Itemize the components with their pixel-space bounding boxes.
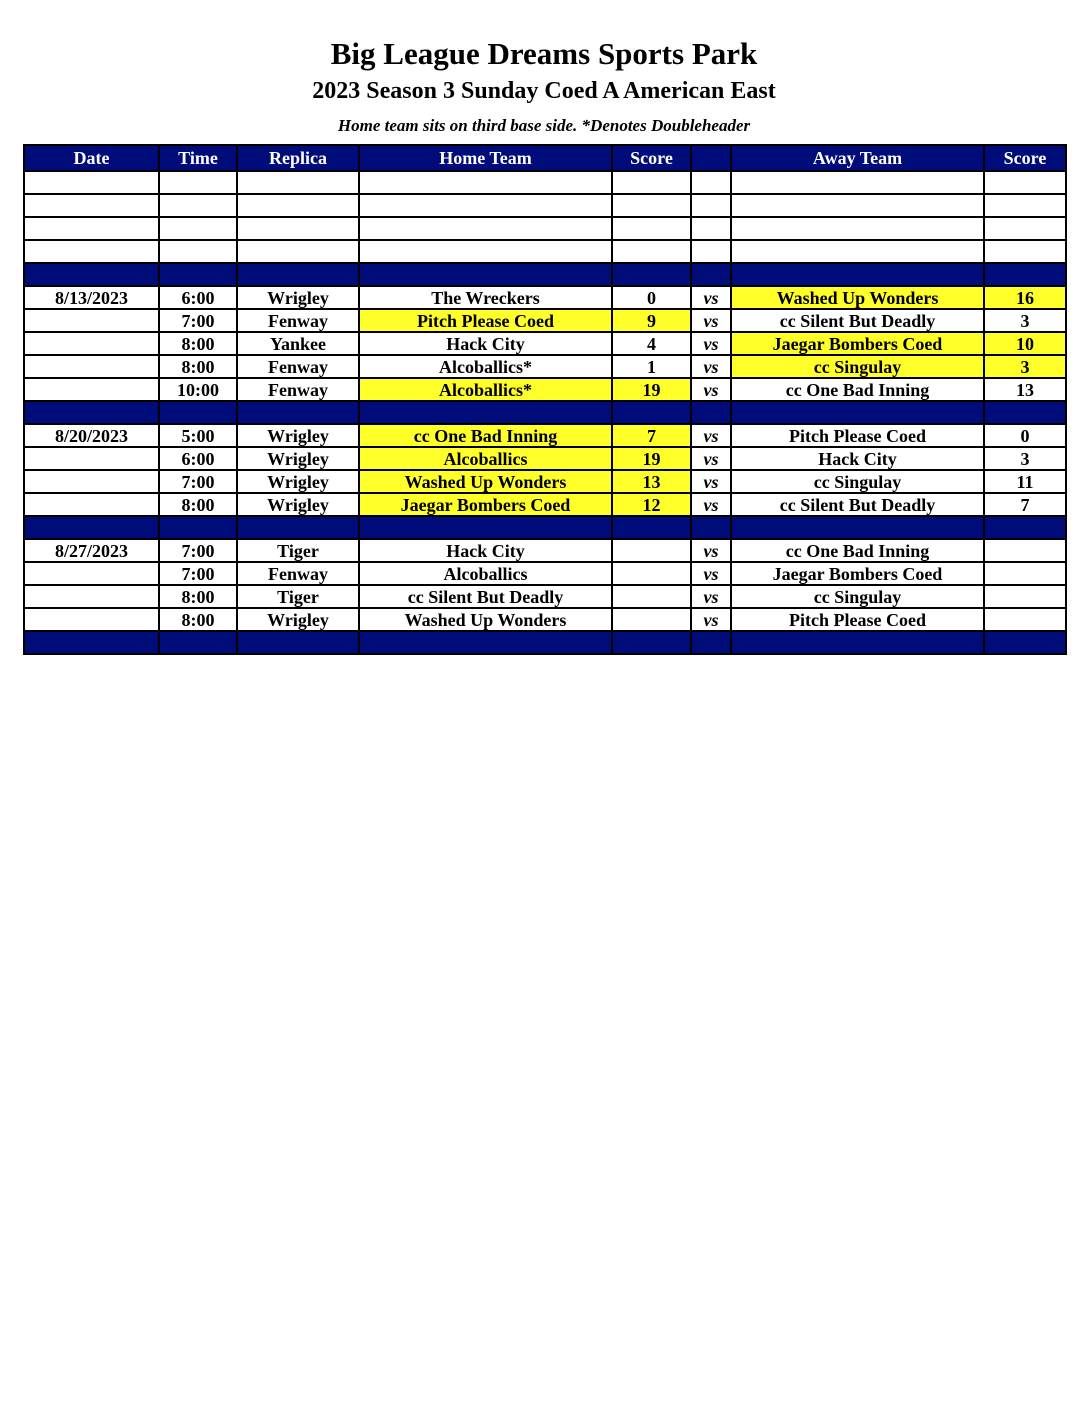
game-replica [237,217,359,240]
game-date [24,217,159,240]
away-team [731,194,984,217]
home-team [359,217,612,240]
away-score [984,585,1066,608]
game-replica: Wrigley [237,447,359,470]
page-note: Home team sits on third base side. *Denotes Doubleheader [337,116,751,135]
away-score [984,240,1066,263]
game-replica: Tiger [237,585,359,608]
away-score: 16 [984,286,1066,309]
vs-label: vs [691,424,731,447]
game-time: 8:00 [159,355,237,378]
away-score: 10 [984,332,1066,355]
home-team: Pitch Please Coed [359,309,612,332]
game-time: 7:00 [159,470,237,493]
away-team: cc Singulay [731,585,984,608]
game-replica: Fenway [237,378,359,401]
table-row [24,424,1066,447]
game-replica [237,263,359,286]
home-team: Washed Up Wonders [359,608,612,631]
away-score: 7 [984,493,1066,516]
table-row [24,378,1066,401]
home-team: Alcoballics [359,447,612,470]
away-score: 3 [984,447,1066,470]
away-score [984,631,1066,654]
home-team [359,171,612,194]
away-team: Jaegar Bombers Coed [731,332,984,355]
home-team: Jaegar Bombers Coed [359,493,612,516]
home-team: Alcoballics* [359,355,612,378]
away-team: Hack City [731,447,984,470]
game-time: 8:00 [159,608,237,631]
home-team [359,631,612,654]
home-score [612,217,691,240]
home-score [612,401,691,424]
game-replica [237,401,359,424]
game-time [159,240,237,263]
col-vs-header [691,145,731,171]
vs-label: vs [691,493,731,516]
game-date [24,263,159,286]
game-replica [237,194,359,217]
game-date [24,194,159,217]
table-row [24,585,1066,608]
away-score [984,194,1066,217]
away-score [984,401,1066,424]
game-date [24,470,159,493]
away-score [984,539,1066,562]
vs-label [691,401,731,424]
away-score: 11 [984,470,1066,493]
separator-row [24,263,1066,286]
away-score: 3 [984,355,1066,378]
game-replica: Fenway [237,309,359,332]
home-team: The Wreckers [359,286,612,309]
game-replica [237,631,359,654]
table-row [24,447,1066,470]
schedule-table [23,144,1067,655]
away-team: cc Silent But Deadly [731,309,984,332]
game-time: 6:00 [159,447,237,470]
game-time: 8:00 [159,585,237,608]
game-time: 7:00 [159,539,237,562]
separator-row [24,631,1066,654]
game-time [159,631,237,654]
vs-label [691,516,731,539]
home-score [612,263,691,286]
home-team: Hack City [359,539,612,562]
away-score [984,171,1066,194]
vs-label: vs [691,332,731,355]
game-replica: Wrigley [237,424,359,447]
game-replica: Wrigley [237,493,359,516]
home-score [612,585,691,608]
game-date [24,493,159,516]
game-date [24,309,159,332]
table-row [24,286,1066,309]
away-team: cc One Bad Inning [731,539,984,562]
vs-label [691,171,731,194]
page-subtitle: 2023 Season 3 Sunday Coed A American East [312,78,776,104]
home-team: Alcoballics* [359,378,612,401]
header-row [24,145,1066,171]
vs-label: vs [691,447,731,470]
game-date [24,447,159,470]
home-score [612,171,691,194]
vs-label: vs [691,470,731,493]
game-replica: Wrigley [237,608,359,631]
game-time [159,217,237,240]
home-team [359,516,612,539]
game-date [24,171,159,194]
home-score: 9 [612,309,691,332]
home-score [612,608,691,631]
game-date: 8/27/2023 [24,539,159,562]
home-score: 1 [612,355,691,378]
col-date-header: Date [24,145,159,171]
away-team: Jaegar Bombers Coed [731,562,984,585]
home-team [359,263,612,286]
vs-label: vs [691,286,731,309]
home-team: cc One Bad Inning [359,424,612,447]
away-team: cc Silent But Deadly [731,493,984,516]
home-score [612,240,691,263]
home-score: 12 [612,493,691,516]
game-date [24,585,159,608]
game-date: 8/13/2023 [24,286,159,309]
game-replica: Wrigley [237,286,359,309]
table-row [24,493,1066,516]
home-score: 4 [612,332,691,355]
game-time [159,171,237,194]
home-score [612,194,691,217]
away-score [984,562,1066,585]
empty-row [24,217,1066,240]
vs-label: vs [691,309,731,332]
game-time [159,194,237,217]
game-replica: Fenway [237,355,359,378]
game-replica [237,240,359,263]
separator-row [24,516,1066,539]
home-team: Alcoballics [359,562,612,585]
game-date: 8/20/2023 [24,424,159,447]
game-time: 10:00 [159,378,237,401]
away-team: Pitch Please Coed [731,424,984,447]
col-replica-header: Replica [237,145,359,171]
game-date [24,608,159,631]
game-date [24,355,159,378]
game-date [24,562,159,585]
away-team [731,171,984,194]
away-team [731,263,984,286]
table-row [24,309,1066,332]
game-time [159,401,237,424]
empty-row [24,194,1066,217]
away-team [731,240,984,263]
home-score: 7 [612,424,691,447]
game-date [24,401,159,424]
game-date [24,378,159,401]
home-team: Washed Up Wonders [359,470,612,493]
home-score [612,516,691,539]
vs-label [691,240,731,263]
separator-row [24,401,1066,424]
game-replica [237,516,359,539]
col-home-score-header: Score [612,145,691,171]
page-title: Big League Dreams Sports Park [330,36,758,71]
game-date [24,240,159,263]
schedule-body [24,171,1066,654]
home-score [612,539,691,562]
table-row [24,539,1066,562]
home-score: 19 [612,378,691,401]
table-row [24,470,1066,493]
away-team [731,516,984,539]
away-team: cc One Bad Inning [731,378,984,401]
home-team [359,240,612,263]
vs-label: vs [691,585,731,608]
away-team: Washed Up Wonders [731,286,984,309]
empty-row [24,171,1066,194]
vs-label: vs [691,378,731,401]
col-time-header: Time [159,145,237,171]
vs-label [691,217,731,240]
away-team [731,217,984,240]
away-score: 13 [984,378,1066,401]
away-team [731,401,984,424]
table-row [24,332,1066,355]
home-score: 0 [612,286,691,309]
vs-label: vs [691,539,731,562]
vs-label: vs [691,355,731,378]
away-team: Pitch Please Coed [731,608,984,631]
home-score: 13 [612,470,691,493]
game-replica [237,171,359,194]
game-time: 7:00 [159,309,237,332]
away-score: 0 [984,424,1066,447]
col-away-team-header: Away Team [731,145,984,171]
table-row [24,355,1066,378]
game-replica: Tiger [237,539,359,562]
game-time: 8:00 [159,493,237,516]
game-replica: Fenway [237,562,359,585]
home-team: Hack City [359,332,612,355]
home-team: cc Silent But Deadly [359,585,612,608]
game-time: 5:00 [159,424,237,447]
away-score: 3 [984,309,1066,332]
vs-label [691,263,731,286]
game-time [159,263,237,286]
game-time [159,516,237,539]
away-score [984,608,1066,631]
game-replica: Wrigley [237,470,359,493]
game-date [24,516,159,539]
vs-label [691,194,731,217]
away-score [984,263,1066,286]
away-team: cc Singulay [731,355,984,378]
home-score: 19 [612,447,691,470]
vs-label: vs [691,562,731,585]
away-score [984,516,1066,539]
home-score [612,631,691,654]
away-score [984,217,1066,240]
game-date [24,332,159,355]
col-away-score-header: Score [984,145,1066,171]
vs-label [691,631,731,654]
game-replica: Yankee [237,332,359,355]
col-home-team-header: Home Team [359,145,612,171]
away-team [731,631,984,654]
empty-row [24,240,1066,263]
away-team: cc Singulay [731,470,984,493]
game-date [24,631,159,654]
game-time: 6:00 [159,286,237,309]
home-team [359,194,612,217]
game-time: 7:00 [159,562,237,585]
home-score [612,562,691,585]
table-row [24,562,1066,585]
game-time: 8:00 [159,332,237,355]
home-team [359,401,612,424]
vs-label: vs [691,608,731,631]
table-row [24,608,1066,631]
